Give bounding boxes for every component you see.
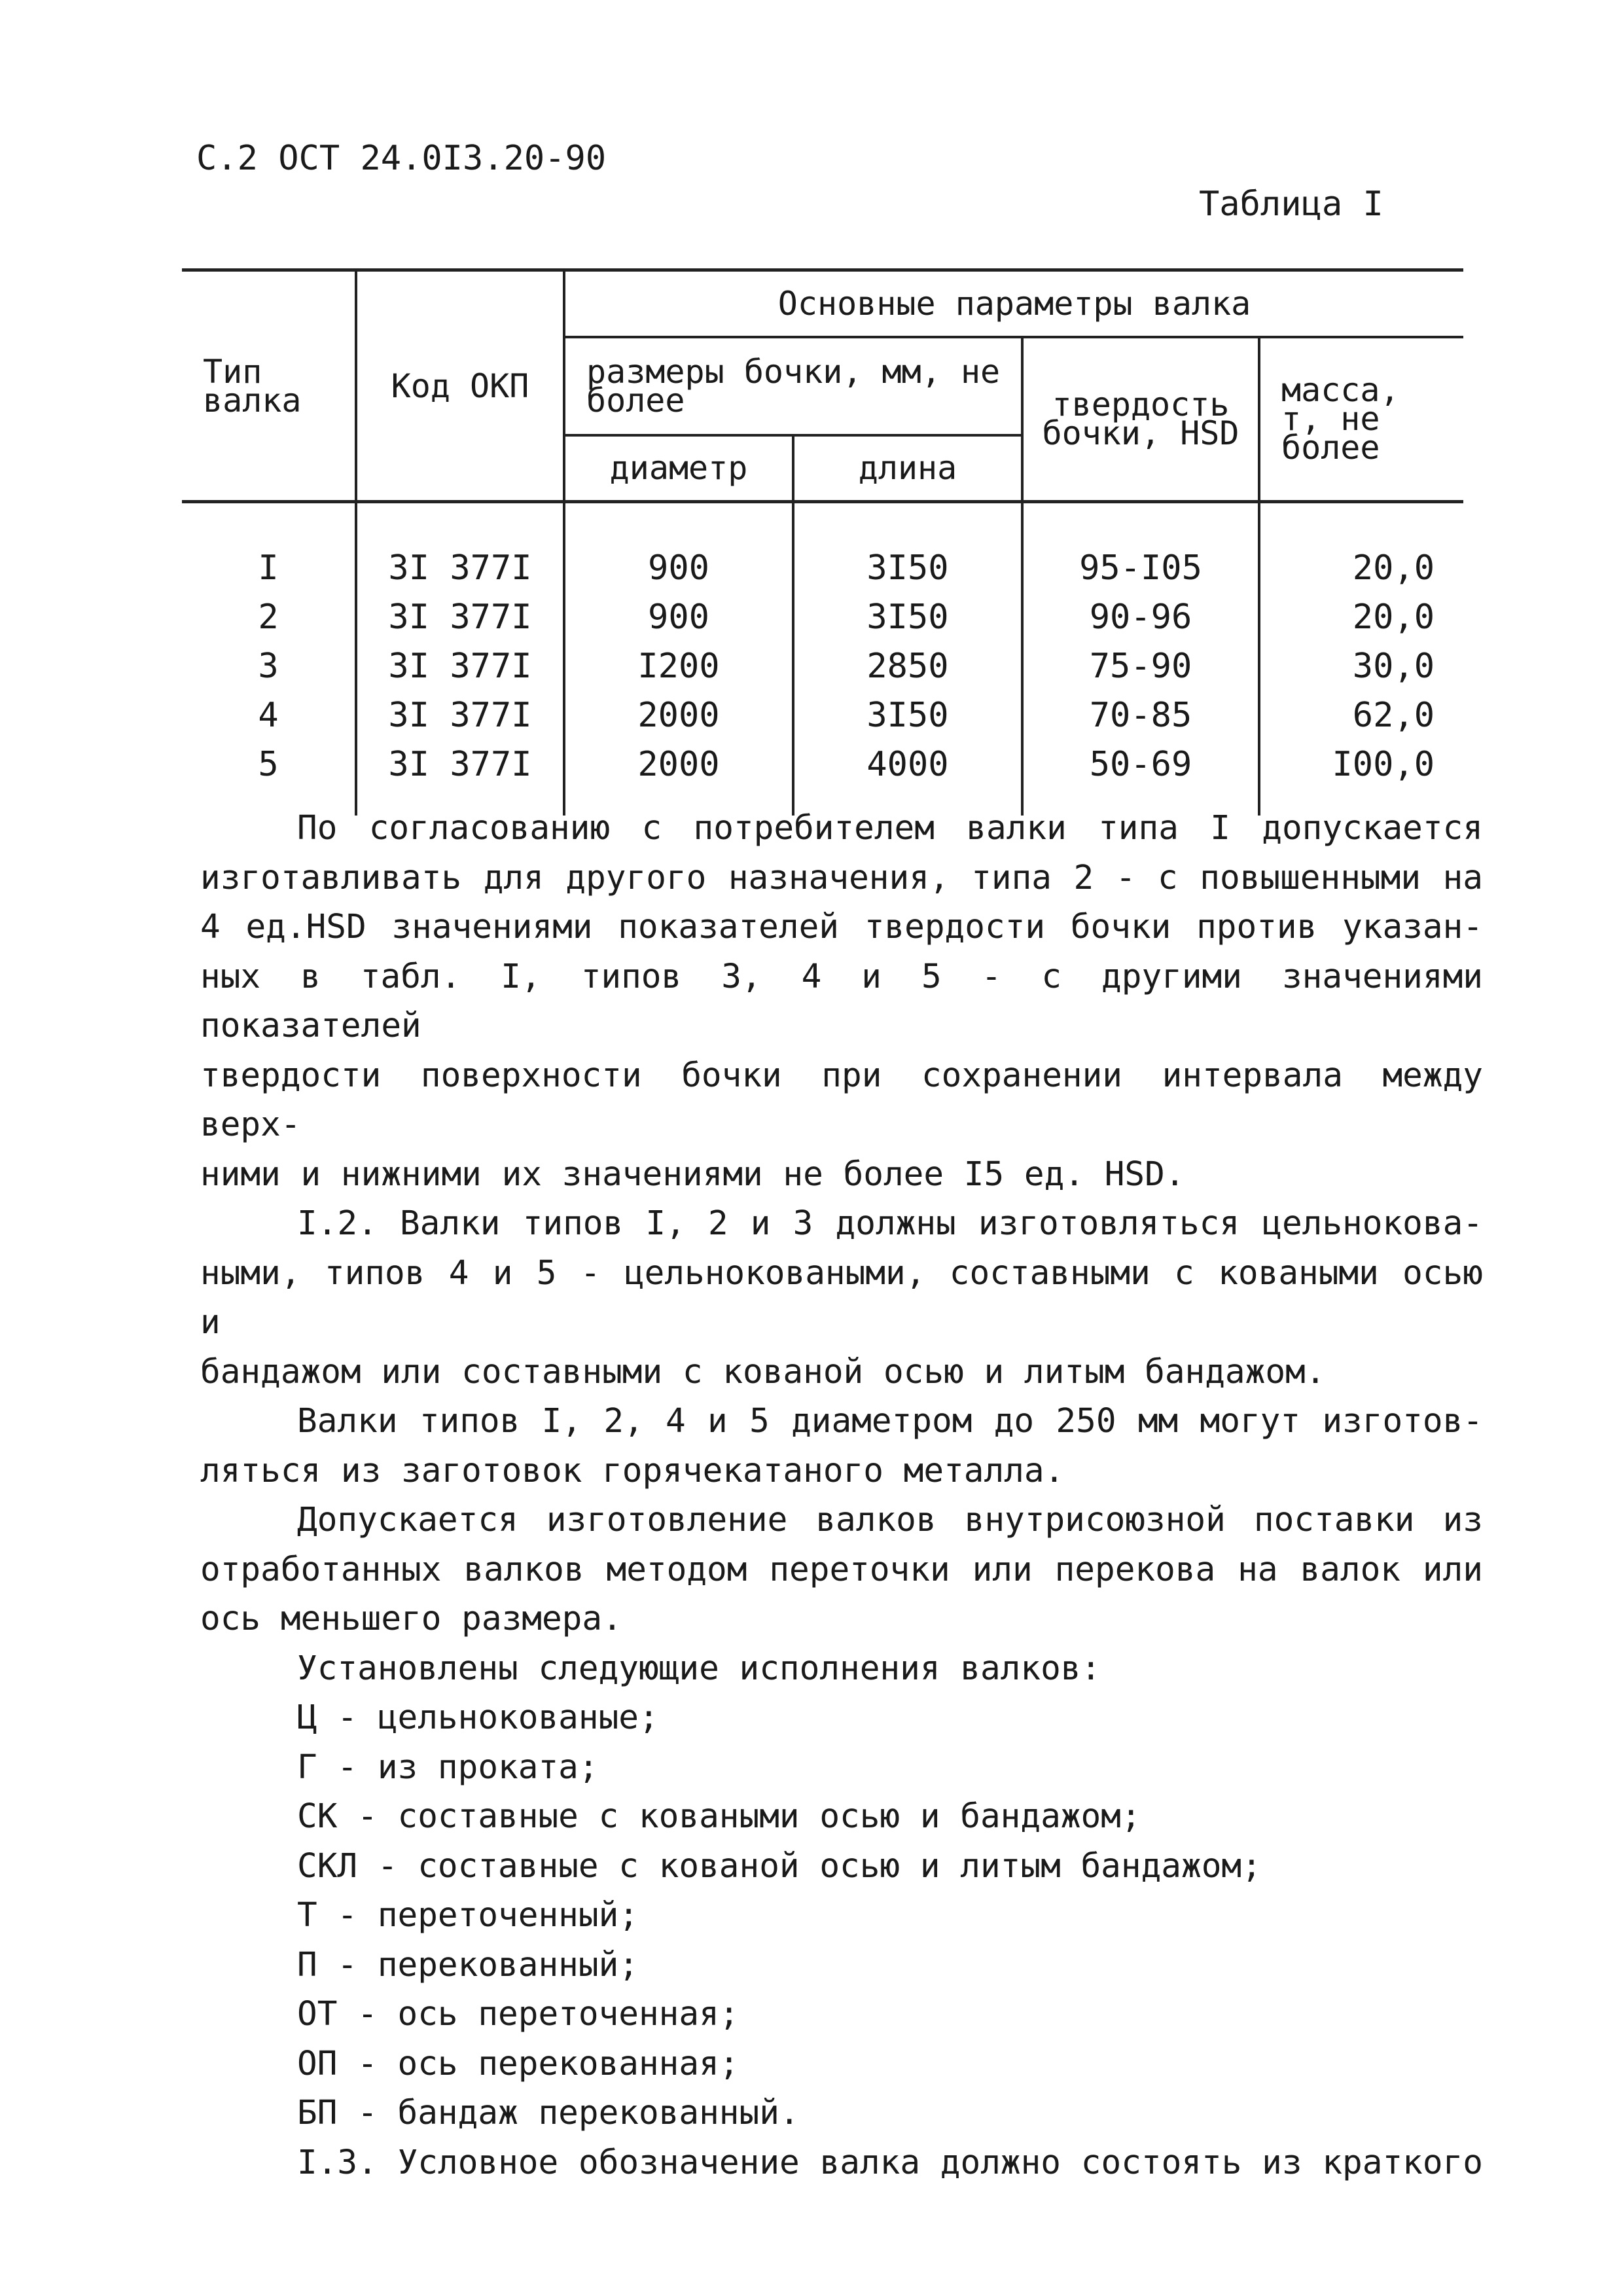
header-hardness: твердость бочки, HSD — [1022, 337, 1259, 502]
list-item: Г - из проката; — [297, 1748, 599, 1787]
cell-type: 5 — [258, 745, 279, 784]
table-row — [182, 642, 1463, 691]
paragraph-line: I.3. Условное обозначение валка должно состоять из краткого — [297, 2143, 1483, 2182]
list-item: ОТ - ось переточенная; — [297, 1995, 740, 2034]
paragraph-line: ось меньшего размера. — [200, 1600, 622, 1638]
header-mass: масса, т, не более — [1259, 337, 1463, 502]
list-item: ОП - ось перекованная; — [297, 2044, 740, 2083]
cell-code: 3I 377I — [356, 642, 564, 691]
list-item: БП - бандаж перекованный. — [297, 2094, 800, 2132]
cell-type: 3 — [258, 647, 279, 686]
cell-hardness: 70-85 — [1022, 691, 1259, 740]
paragraph-line: отработанных валков методом переточки или перекова на валок или — [200, 1550, 1483, 1589]
table-row — [182, 502, 1463, 594]
page-header: С.2 ОСТ 24.0I3.20-90 — [196, 139, 607, 178]
list-item: Т - переточенный; — [297, 1896, 639, 1935]
cell-hardness: 95-I05 — [1022, 502, 1259, 594]
paragraph-line: Валки типов I, 2, 4 и 5 диаметром до 250 мм могут изготов- — [297, 1402, 1483, 1441]
table-caption: Таблица I — [1199, 185, 1383, 224]
paragraph-line: ными, типов 4 и 5 - цельноковаными, составными с коваными осью и — [200, 1253, 1483, 1342]
header-length: длина — [793, 435, 1022, 502]
body-text — [200, 804, 1483, 2187]
paragraph-line: ляться из заготовок горячекатаного металла. — [200, 1451, 1065, 1490]
header-diameter: диаметр — [564, 435, 793, 502]
paragraph-line: изготавливать для другого назначения, типа 2 - с повышенными на — [200, 858, 1483, 897]
cell-length: 3I50 — [793, 691, 1022, 740]
cell-diameter: 900 — [564, 593, 793, 642]
paragraph-line: 4 ед.HSD значениями показателей твердости бочки против указан- — [200, 908, 1483, 946]
paragraph-line: ных в табл. I, типов 3, 4 и 5 - с другими значениями показателей — [200, 957, 1483, 1045]
cell-diameter: 900 — [564, 502, 793, 594]
cell-code: 3I 377I — [356, 740, 564, 816]
header-okp-code: Код ОКП — [356, 270, 564, 502]
cell-diameter: 2000 — [564, 691, 793, 740]
list-item: СК - составные с коваными осью и бандажом; — [297, 1797, 1141, 1836]
header-barrel-sizes: размеры бочки, мм, не более — [564, 337, 1022, 435]
paragraph-line: Установлены следующие исполнения валков: — [297, 1649, 1101, 1688]
cell-diameter: 2000 — [564, 740, 793, 816]
cell-type: 4 — [258, 696, 279, 735]
paragraph-line: твердости поверхности бочки при сохранении интервала между верх- — [200, 1056, 1483, 1144]
cell-mass: I00,0 — [1259, 740, 1463, 816]
roll-parameters-table — [182, 268, 1463, 816]
cell-length: 3I50 — [793, 502, 1022, 594]
cell-type: I — [258, 548, 279, 588]
cell-hardness: 50-69 — [1022, 740, 1259, 816]
cell-hardness: 75-90 — [1022, 642, 1259, 691]
cell-code: 3I 377I — [356, 502, 564, 594]
cell-code: 3I 377I — [356, 691, 564, 740]
paragraph-line: По согласованию с потребителем валки типа I допускается — [297, 809, 1483, 848]
header-main-parameters: Основные параметры валка — [564, 270, 1463, 337]
paragraph-line: ними и нижними их значениями не более I5 ед. HSD. — [200, 1155, 1185, 1194]
list-item: СКЛ - составные с кованой осью и литым бандажом; — [297, 1846, 1262, 1886]
cell-mass: 62,0 — [1259, 691, 1463, 740]
header-roll-type: Тип валка — [182, 270, 356, 502]
list-item: П - перекованный; — [297, 1945, 639, 1984]
cell-code: 3I 377I — [356, 593, 564, 642]
table-row — [182, 593, 1463, 642]
cell-mass: 20,0 — [1259, 593, 1463, 642]
cell-mass: 30,0 — [1259, 642, 1463, 691]
cell-type: 2 — [258, 598, 279, 637]
paragraph-line: бандажом или составными с кованой осью и литым бандажом. — [200, 1352, 1326, 1391]
cell-diameter: I200 — [564, 642, 793, 691]
cell-length: 4000 — [793, 740, 1022, 816]
list-item: Ц - цельнокованые; — [297, 1698, 659, 1737]
paragraph-line: I.2. Валки типов I, 2 и 3 должны изготовляться цельнокова- — [297, 1204, 1483, 1243]
variants-list — [200, 1693, 1483, 2138]
cell-mass: 20,0 — [1259, 502, 1463, 594]
cell-hardness: 90-96 — [1022, 593, 1259, 642]
paragraph-line: Допускается изготовление валков внутрисоюзной поставки из — [297, 1501, 1483, 1539]
cell-length: 3I50 — [793, 593, 1022, 642]
cell-length: 2850 — [793, 642, 1022, 691]
table-row — [182, 691, 1463, 740]
